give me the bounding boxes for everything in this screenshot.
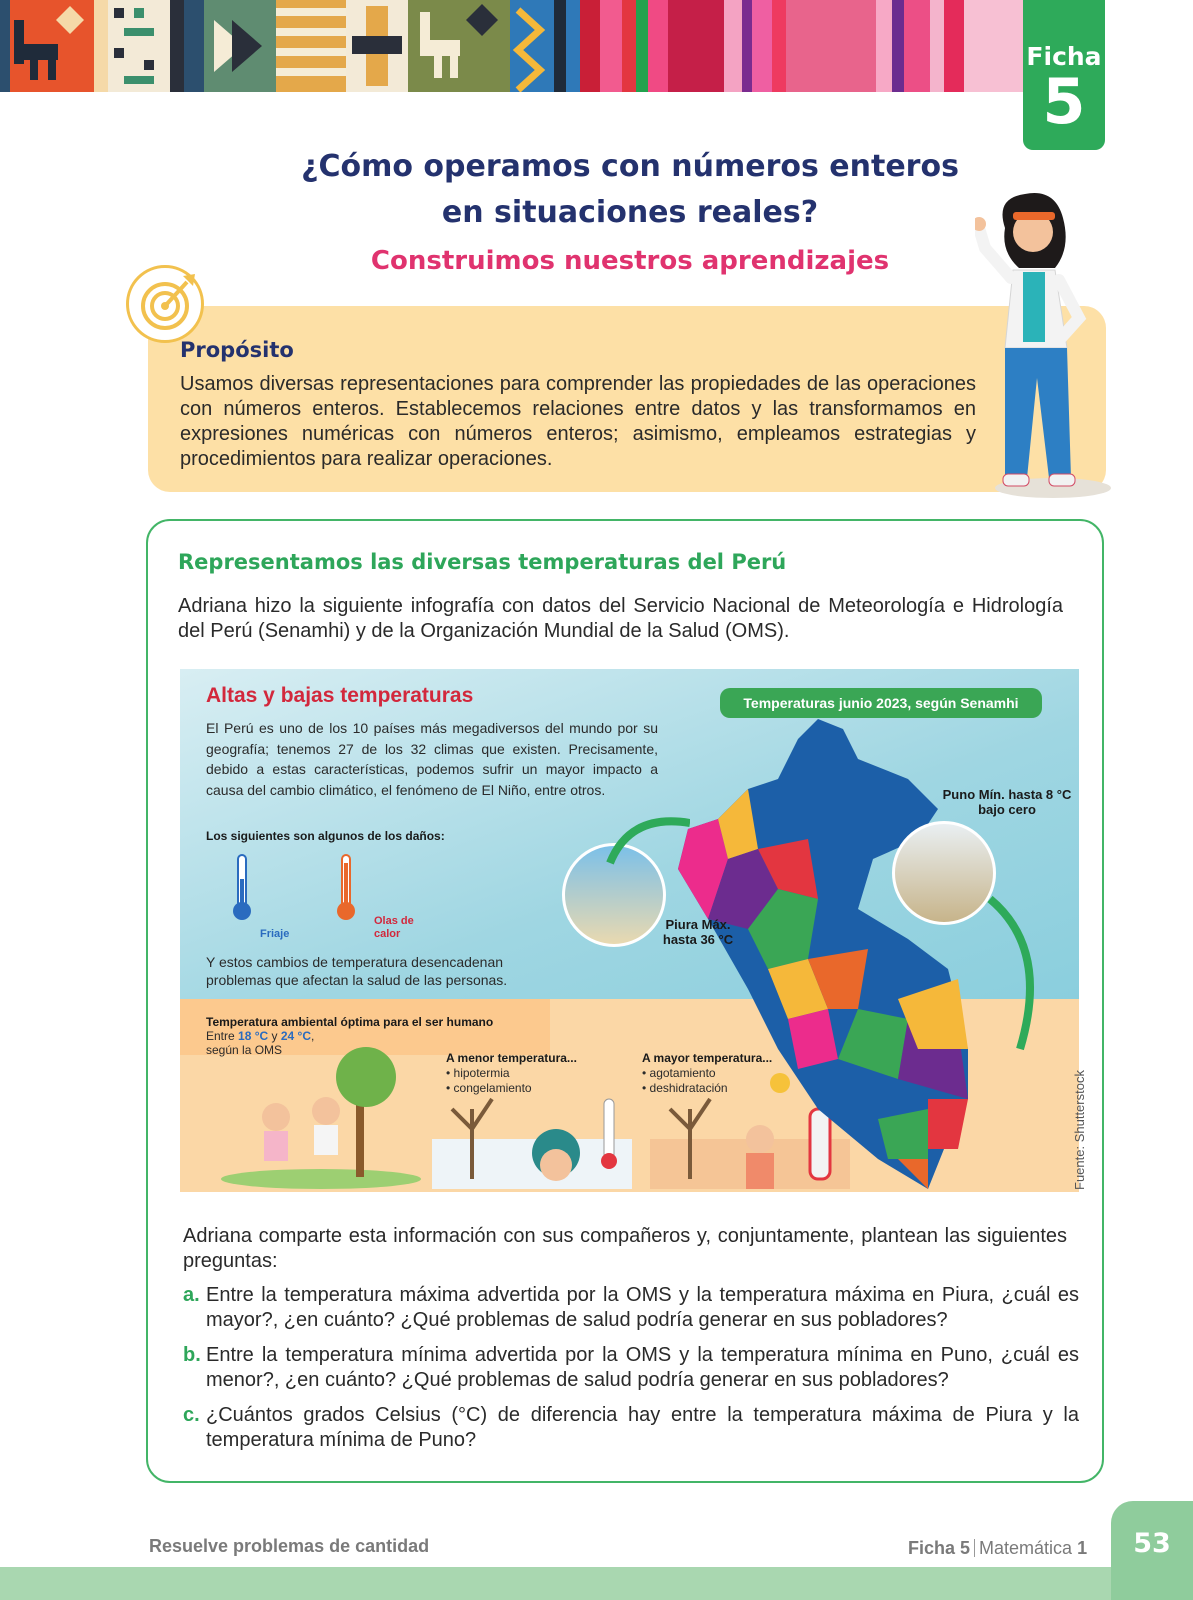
- textile-banner: [0, 0, 1193, 92]
- textile-geometric-tile: [108, 0, 170, 92]
- textile-stripe: [600, 0, 622, 92]
- textile-blue-tile: [510, 0, 580, 92]
- textile-stripe: [944, 0, 964, 92]
- question-letter: a.: [183, 1284, 200, 1306]
- cross-pattern-icon: [346, 0, 408, 92]
- olas-de-calor-label: Olas de calor: [374, 915, 414, 940]
- optimal-high-value: 24 °C: [280, 1029, 311, 1043]
- textile-stripe: [786, 0, 876, 92]
- textile-orange-tile: [276, 0, 346, 92]
- textile-stripe: [636, 0, 648, 92]
- high-effect-item: • deshidratación: [642, 1081, 728, 1095]
- questions-intro: Adriana comparte esta información con sus compañeros y, conjuntamente, plantean las siguientes preguntas:: [183, 1225, 1067, 1272]
- textile-stripe: [742, 0, 752, 92]
- friaje-label: Friaje: [260, 928, 290, 940]
- footer-competency: Resuelve problemas de cantidad: [149, 1536, 430, 1556]
- image-source: Fuente: Shutterstock: [1072, 1070, 1087, 1190]
- textile-stripe: [892, 0, 904, 92]
- infographic-title: Altas y bajas temperaturas: [206, 684, 474, 707]
- purpose-heading: Propósito: [180, 338, 294, 362]
- question-item: [183, 1343, 1079, 1393]
- high-temperature-heading: A mayor temperatura...: [642, 1051, 773, 1065]
- textile-stripe: [622, 0, 636, 92]
- ficha-word: Ficha: [1026, 42, 1102, 71]
- page-title-line1: ¿Cómo operamos con números enteros: [301, 149, 959, 184]
- textile-stripe: [648, 0, 668, 92]
- textile-arrow-tile: [184, 0, 276, 92]
- page-title-line2: en situaciones reales?: [441, 195, 819, 230]
- footer-subject: Matemática: [979, 1538, 1073, 1558]
- textile-stripe: [876, 0, 892, 92]
- ficha-number: 5: [1042, 65, 1086, 138]
- piura-label: Piura Máx. hasta 36 °C: [662, 917, 734, 947]
- footer-grade: 1: [1077, 1538, 1088, 1558]
- target-icon-graphic: [129, 268, 201, 340]
- textile-stripe: [170, 0, 184, 92]
- footer-divider: [974, 1539, 975, 1557]
- question-letter: c.: [183, 1404, 200, 1426]
- textile-cross-tile: [346, 0, 408, 92]
- textile-llama-tile-2: [408, 0, 510, 92]
- cold-kid-illustration: [432, 1069, 632, 1189]
- question-text: Entre la temperatura máxima advertida por la OMS y la temperatura máxima en Piura, ¿cuál es mayor?, ¿en cuánto? ¿Qué problemas de salud podría generar en sus pobladores?: [206, 1284, 1079, 1331]
- high-effect-item: • agotamiento: [642, 1066, 716, 1080]
- purpose-text: Usamos diversas representaciones para comprender las propiedades de las operaciones con números enteros. Establecemos relaciones entre datos y las transformamos en expresiones numéricas con números enteros; asimismo, empleamos estrategias y procedimientos para realizar operaciones.: [180, 373, 976, 470]
- textile-stripe: [930, 0, 944, 92]
- low-effect-item: • congelamiento: [446, 1081, 532, 1095]
- arrow-pattern-icon: [184, 0, 276, 92]
- optimal-low-value: 18 °C: [238, 1029, 269, 1043]
- low-effect-item: • hipotermia: [446, 1066, 510, 1080]
- ficha-badge: [1023, 0, 1105, 150]
- changes-text: Y estos cambios de temperatura desencadenan problemas que afectan la salud de las personas.: [206, 954, 508, 988]
- textile-stripe: [668, 0, 724, 92]
- activity-intro: Adriana hizo la siguiente infografía con datos del Servicio Nacional de Meteorología e Hidrología del Perú (Senamhi) y de la Organización Mundial de la Salud (OMS).: [178, 595, 1063, 642]
- question-letter: b.: [183, 1344, 201, 1366]
- optimal-source: según la OMS: [206, 1043, 283, 1057]
- optimal-mid: y: [268, 1029, 281, 1043]
- hot-thermometer-icon: [334, 853, 358, 923]
- senamhi-badge: Temperaturas junio 2023, según Senamhi: [720, 688, 1042, 718]
- cold-thermometer-icon: [230, 853, 254, 923]
- infographic-paragraph: El Perú es uno de los 10 países más megadiversos del mundo por su geografía; tenemos 27 de los 32 climas que existen. Precisamente, debido a estas características, podemos sufrir un mayor impacto a causa del cambio climático, el fenómeno de El Niño, entre otros.: [206, 720, 658, 798]
- girl-illustration: [975, 188, 1115, 500]
- low-temperature-heading: A menor temperatura...: [446, 1051, 577, 1065]
- footer-course: [908, 1538, 1087, 1559]
- happy-kids-illustration: [216, 1037, 426, 1189]
- geometric-pattern-icon: [108, 0, 170, 92]
- textile-stripe: [772, 0, 786, 92]
- textile-stripe: [580, 0, 600, 92]
- page-number: 53: [1133, 1528, 1171, 1559]
- piura-connector-arrow: [600, 813, 690, 873]
- question-text: ¿Cuántos grados Celsius (°C) de diferencia hay entre la temperatura máxima de Piura y la temperatura mínima de Puno?: [206, 1404, 1079, 1451]
- optimal-temperature-heading: Temperatura ambiental óptima para el ser humano: [206, 1015, 494, 1029]
- question-text: Entre la temperatura mínima advertida por la OMS y la temperatura mínima en Puno, ¿cuál es menor?, ¿en cuánto? ¿Qué problemas de salud podría generar en sus pobladores?: [206, 1344, 1079, 1391]
- footer-band: [0, 1567, 1193, 1600]
- page-title: [260, 144, 1000, 236]
- section-subtitle: Construimos nuestros aprendizajes: [370, 246, 890, 276]
- puno-label: Puno Mín. hasta 8 °C bajo cero: [942, 787, 1072, 817]
- infographic: [180, 669, 1079, 1192]
- footer-ficha: Ficha 5: [908, 1538, 971, 1558]
- optimal-pre: Entre: [206, 1029, 239, 1043]
- damages-heading: Los siguientes son algunos de los daños:: [206, 829, 445, 843]
- textile-llama-tile: [0, 0, 108, 92]
- activity-heading: Representamos las diversas temperaturas del Perú: [178, 550, 787, 574]
- llama-pattern-icon: [408, 0, 510, 92]
- textile-stripe: [752, 0, 772, 92]
- question-item: [183, 1283, 1079, 1333]
- puno-connector-arrow: [980, 889, 1060, 1059]
- textile-stripe: [724, 0, 742, 92]
- zigzag-pattern-icon: [510, 0, 580, 92]
- textile-stripe: [904, 0, 930, 92]
- stripes-pattern-icon: [276, 0, 346, 92]
- question-item: [183, 1403, 1079, 1453]
- optimal-post: ,: [311, 1029, 315, 1043]
- llama-pattern-icon: [0, 0, 108, 92]
- target-icon: [126, 265, 204, 343]
